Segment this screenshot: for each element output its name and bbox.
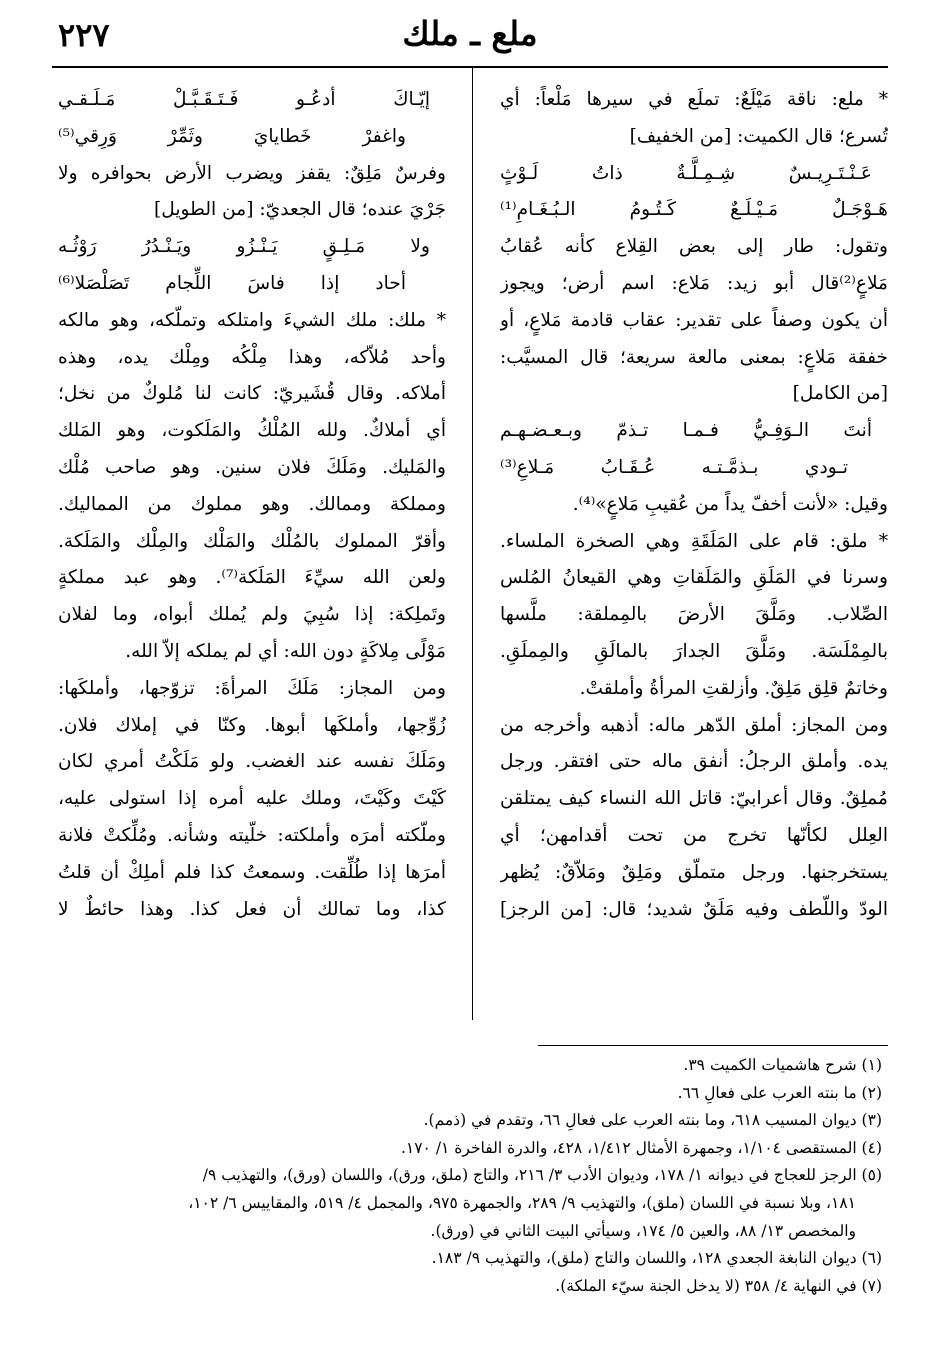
footnote-5-continued: والمخصص ١٣/ ٨٨، والعين ٥/ ١٧٤، وسيأتي البيت الثاني في (ورق). <box>430 1221 856 1240</box>
text-line: أملاكه. وقال قُشَيريّ: كانت لنا مُلوكٌ من نخل؛ <box>58 383 446 405</box>
header-rule <box>52 66 888 68</box>
verse-line: تـودي بـذمَّـتـه عُـقَـابُ مَـلاعِ⁽³⁾ <box>500 456 848 478</box>
verse-line: إيّـاكَ أدعُـو فَـتَـقَـبَّـلْ مَـلَـقـي <box>58 89 430 110</box>
footnote-4: (٤) المستقصى ١/١٠٤، وجمهرة الأمثال ١/٤١٢، ٤٢٨، والدرة الفاخرة ١/ ١٧٠. <box>400 1138 882 1157</box>
text-line: الودّ واللّطف وفيه مَلَقٌ شديد؛ قال: [من الرجز] <box>500 898 888 920</box>
text-line: يده. وأملق الرجلُ: أنفق ماله حتى افتقر. ورجل <box>500 751 888 773</box>
text-line: كَيْتَ وكَيْتَ، وملك عليه أمره إذا استولى عليه، <box>58 788 446 810</box>
verse-line: عَـنْـتَـرِيـسٌ شِـمِـلَّـةٌ ذاتُ لَـوْثٍ <box>500 162 872 184</box>
text-line: مَوْلًى مِلاكَةٍ دون الله: أي لم يملكه إلاّ الله. <box>125 640 446 662</box>
text-line: وقيل: «لأنت أخفّ يداً من عُقيبِ مَلاعٍ»⁽⁴⁾. <box>572 493 888 515</box>
text-line: وفرسٌ مَلِقٌ: يقفز ويضرب الأرض بحوافره ولا <box>58 162 446 184</box>
text-line: وأحد مُلاّكه، وهذا مِلْكُه ومِلْك يده، وهذه <box>58 346 446 368</box>
text-line: الصِّلاب. ومَلَّقَ الأرضَ بالمِملقة: ملَّسها <box>500 604 888 626</box>
text-line: مُملِقٌ. وقال أعرابيّ: قاتل الله النساء كيف يمتلقن <box>500 788 888 810</box>
text-line: أي أملاكٌ. ولله المُلْكُ والمَلَكوت، وهو المَلك <box>58 420 446 442</box>
text-line: بالمِمْلَسَة. ومَلَّقَ الجدارَ بالمالَقِ والمِملَقِ. <box>500 640 888 662</box>
footnotes <box>58 1052 882 1300</box>
text-line: والمَليك. ومَلَكَ فلان سنين. وهو صاحب مُلْك <box>58 456 446 478</box>
right-column <box>500 82 888 928</box>
text-line: أن يكون وصفاً على تقدير: عقاب قادمة مَلاعٍ، أو <box>500 309 888 331</box>
footnote-1: (١) شرح هاشميات الكميت ٣٩. <box>683 1056 882 1074</box>
text-line: وأقرّ المملوك بالمُلْك والمَلْك والمِلْك والمَلَكة. <box>58 530 446 552</box>
footnote-6: (٦) ديوان النابغة الجعدي ١٢٨، واللسان والتاج (ملق)، والتهذيب ٩/ ١٨٣. <box>431 1249 882 1268</box>
footnote-7: (٧) في النهاية ٤/ ٣٥٨ (لا يدخل الجنة سيّء الملكة). <box>555 1276 882 1295</box>
left-column <box>58 82 446 928</box>
text-line: وتَملِكة: إذا سُبِيَ ولم يُملك أبواه، وما لفلان <box>58 604 446 626</box>
text-line: يستخرجنها. ورجل متملّق ومَلِقٌ ومَلاّقٌ: يُظهر <box>500 861 888 883</box>
text-line: خفقة مَلاعٍ: بمعنى مالعة سريعة؛ قال المسيَّب: <box>500 346 888 368</box>
text-line: زُوِّجها، وأملكَها أبوها. وكنّا في إملاك فلان. <box>58 714 446 736</box>
text-line: كذا، وما تمالك أن فعل كذا. وهذا حائطٌ لا <box>58 898 446 920</box>
text-line: ومن المجاز: مَلَكَ المرأةَ: تزوّجها، وأملكَها: <box>58 677 446 699</box>
page-number: ٢٢٧ <box>58 16 110 54</box>
text-line: جَرْيَ عنده؛ قال الجعديّ: [من الطويل] <box>154 199 446 221</box>
verse-line: واغفرْ خَطايايَ وثَمِّرْ وَرِقي⁽⁵⁾ <box>58 125 406 147</box>
text-line: * ملع: ناقة مَيْلَعٌ: تملَع في سيرها مَلْعاً: أي <box>500 89 888 110</box>
text-line: أمرَها إذا طُلِّقت. وسمعتُ كذا فلم أملِكْ أن قلتُ <box>58 861 446 883</box>
footnote-3: (٣) ديوان المسيب ٦١٨، وما بنته العرب على فعالِ ٦٦، وتقدم في (ذمم). <box>423 1111 882 1130</box>
verse-line: أحاد إذا فاسَ اللِّجام تَصَلْصَلا⁽⁶⁾ <box>58 272 406 294</box>
text-line: ولعن الله سيِّءَ المَلَكة⁽⁷⁾. وهو عبد مملكةٍ <box>58 567 446 589</box>
text-line: تُسرع؛ قال الكميت: [من الخفيف] <box>629 125 888 147</box>
text-line: العِلل لكأنّها تخرج من تحت أقدامهن؛ أي <box>500 824 888 846</box>
verse-line: ولا مَـلِـقٍ يَـنْـزُو ويَـنْـدُرُ رَوْثُـه <box>58 236 430 258</box>
text-line: وسرنا في المَلَقِ والمَلَقاتِ وهي القيعانُ المُلس <box>500 567 888 589</box>
running-title: ملع ـ ملك <box>402 14 538 53</box>
text-line: ومملكة وممالك. وهو مملوك من المماليك. <box>58 493 446 515</box>
text-line: ومن المجاز: أملق الدّهر ماله: أذهبه وأخرجه من <box>500 714 888 736</box>
footnote-5-continued: ١٨١، وبلا نسبة في اللسان (ملق)، والتهذيب ٩/ ٢٨٩، والجمهرة ٩٧٥، والمجمل ٤/ ٥١٩، والمقاييس ٦/ ١٠٢، <box>188 1193 856 1212</box>
footnote-rule <box>538 1045 888 1046</box>
text-line: [من الكامل] <box>792 383 888 405</box>
text-line: وملّكته أمرَه وأملكته: خلّيته وشأنه. ومُلِّكتْ فلانة <box>58 824 446 846</box>
text-line: وتقول: طار إلى بعض القِلاع كأنه عُقابُ <box>500 236 888 258</box>
verse-line: أنتَ الـوَفِـيُّ فـمـا تـذمّ وبـعـضـهـم <box>500 420 872 442</box>
text-line: وخاتمٌ قلِق مَلِقٌ. وأزلقتِ المرأةُ وأملقتْ. <box>579 677 888 699</box>
text-line: * ملق: قام على المَلَقَةِ وهي الصخرة الملساء. <box>500 530 888 552</box>
column-divider <box>472 68 473 1020</box>
footnote-2: (٢) ما بنته العرب على فعالِ ٦٦. <box>677 1083 882 1102</box>
text-line: مَلاعٍ⁽²⁾قال أبو زيد: مَلاع: اسم أرض؛ ويجوز <box>500 272 888 294</box>
text-line: * ملك: ملك الشيءَ وامتلكه وتملّكه، وهو مالكه <box>58 309 446 331</box>
footnote-5: (٥) الرجز للعجاج في ديوانه ١/ ١٧٨، وديوان الأدب ٣/ ٢١٦، والتاج (ملق، ورق)، واللسان (ورق)، والتهذيب ٩/ <box>202 1166 882 1185</box>
verse-line: هَـوْجَـلٌ مَـيْـلَـعٌ كَـتُـومُ الـبُـغَـامِ⁽¹⁾ <box>500 199 888 221</box>
text-line: ومَلَكَ نفسه عند الغضب. ولو مَلَكْتُ أمري لكان <box>58 751 446 773</box>
